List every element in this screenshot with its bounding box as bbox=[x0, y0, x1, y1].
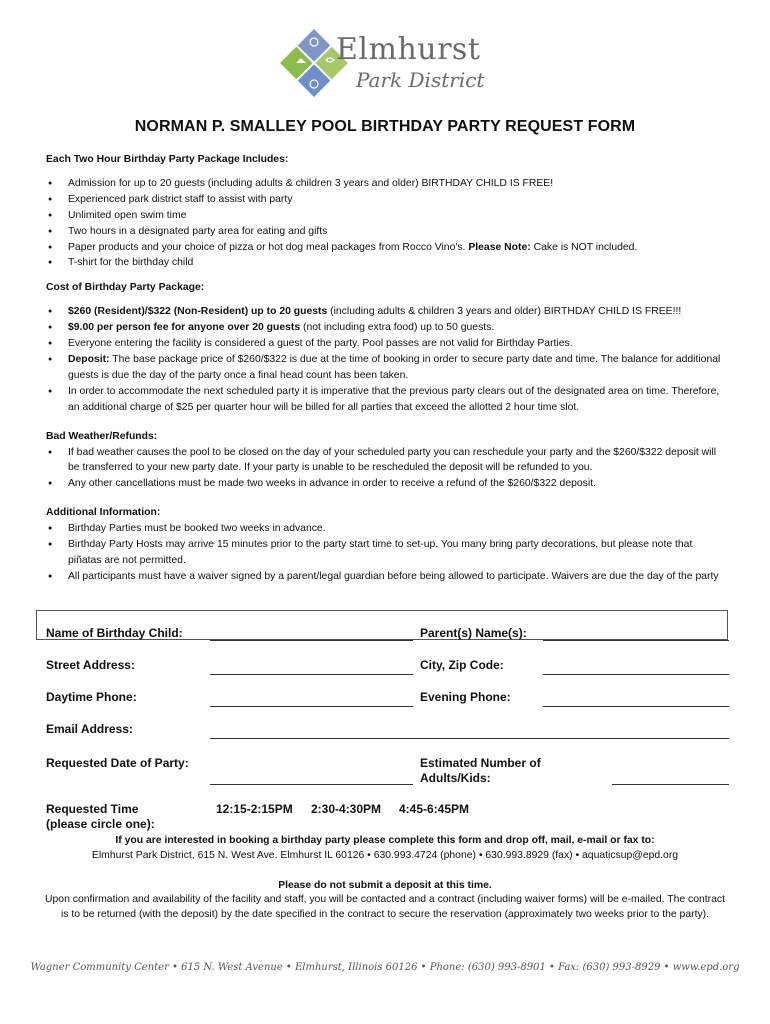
list-item: ● Birthday Parties must be booked two weeks in advance. bbox=[46, 521, 722, 537]
time-option-2[interactable]: 2:30-4:30PM bbox=[311, 802, 382, 816]
list-item: ● Admission for up to 20 guests (including adults & children 3 years and older) BIRTHDAY CHILD IS FREE! bbox=[46, 176, 722, 192]
list-item: ● Experienced park district staff to assist with party bbox=[46, 192, 722, 208]
estimated-number-field[interactable] bbox=[612, 784, 729, 785]
cost-heading: Cost of Birthday Party Package: bbox=[46, 282, 205, 294]
requested-date-field[interactable] bbox=[210, 784, 413, 785]
daytime-phone-field[interactable] bbox=[210, 706, 413, 707]
list-item: ● Two hours in a designated party area for eating and gifts bbox=[46, 224, 722, 240]
logo bbox=[274, 28, 494, 98]
cost-list bbox=[46, 304, 722, 415]
requested-time-label-1: Requested Time bbox=[46, 802, 139, 816]
additional-list bbox=[46, 521, 722, 585]
list-item: ● All participants must have a waiver signed by a parent/legal guardian before being allowed to participate. Waivers are due the day of the party bbox=[46, 569, 722, 585]
email-field[interactable] bbox=[210, 738, 729, 739]
email-label: Email Address: bbox=[46, 722, 133, 736]
list-item: ● Paper products and your choice of pizza or hot dog meal packages from Rocco Vino's. Please Note: Cake is NOT included. bbox=[46, 240, 722, 256]
city-zip-label: City, Zip Code: bbox=[420, 658, 504, 672]
parents-name-label: Parent(s) Name(s): bbox=[420, 626, 527, 640]
child-name-field[interactable] bbox=[210, 640, 413, 641]
weather-list bbox=[46, 445, 722, 493]
includes-list bbox=[46, 176, 722, 271]
logo-name: Elmhurst bbox=[336, 32, 481, 67]
time-option-1[interactable]: 12:15-2:15PM bbox=[216, 802, 293, 816]
daytime-phone-label: Daytime Phone: bbox=[46, 690, 137, 704]
deposit-note: Please do not submit a deposit at this time. bbox=[278, 880, 492, 891]
list-item: ● Everyone entering the facility is considered a guest of the party. Pool passes are not valid for Birthday Parties. bbox=[46, 336, 722, 352]
requested-date-label: Requested Date of Party: bbox=[46, 756, 189, 770]
page-title: NORMAN P. SMALLEY POOL BIRTHDAY PARTY REQUEST FORM bbox=[134, 118, 636, 135]
list-item: ● $9.00 per person fee for anyone over 20 guests (not including extra food) up to 50 guests. bbox=[46, 320, 722, 336]
parents-name-field[interactable] bbox=[543, 640, 729, 641]
includes-heading: Each Two Hour Birthday Party Package Includes: bbox=[46, 154, 289, 165]
instructions-heading: If you are interested in booking a birthday party please complete this form and drop off, mail, e-mail or fax to: bbox=[115, 835, 655, 846]
street-address-field[interactable] bbox=[210, 674, 413, 675]
child-name-label: Name of Birthday Child: bbox=[46, 626, 183, 640]
list-item: ● Any other cancellations must be made two weeks in advance in order to receive a refund of the $260/$322 deposit. bbox=[46, 476, 722, 492]
contact-address: Elmhurst Park District, 615 N. West Ave. Elmhurst IL 60126 • 630.993.4724 (phone) • 630.993.8929 (fax) • aquaticsup@epd.org bbox=[91, 850, 679, 861]
list-item: ● Birthday Party Hosts may arrive 15 minutes prior to the party start time to set-up. You many bring party decorations, but please note that piñatas are not permitted. bbox=[46, 537, 722, 569]
weather-heading: Bad Weather/Refunds: bbox=[46, 430, 158, 442]
footer: Wagner Community Center • 615 N. West Avenue • Elmhurst, Illinois 60126 • Phone: (630) 993-8901 • Fax: (630) 993-8929 • www.epd.org bbox=[30, 962, 740, 973]
requested-time-label-2: (please circle one): bbox=[46, 817, 155, 831]
evening-phone-field[interactable] bbox=[543, 706, 729, 707]
list-item: ● T-shirt for the birthday child bbox=[46, 255, 722, 271]
list-item: ● If bad weather causes the pool to be closed on the day of your scheduled party you can reschedule your party and the $260/$322 deposit will be transferred to your new party date. If your party is unable to be rescheduled the deposit will be refunded to you. bbox=[46, 445, 722, 477]
confirmation-note: Upon confirmation and availability of the facility and staff, you will be contacted and a contract (including waiver forms) will be e-mailed. The contract is to be returned (with the deposit) by the date specified in the contract to secure the reservation (approximately two weeks prior to the party). bbox=[45, 894, 725, 920]
list-item: ● Unlimited open swim time bbox=[46, 208, 722, 224]
estimated-number-label-2: Adults/Kids: bbox=[420, 771, 491, 785]
logo-subtitle: Park District bbox=[356, 68, 485, 92]
estimated-number-label-1: Estimated Number of bbox=[420, 756, 541, 770]
list-item: ● Deposit: The base package price of $260/$322 is due at the time of booking in order to secure party date and time. The balance for additional guests is due the day of the party once a final head count has been taken. bbox=[46, 352, 722, 384]
additional-heading: Additional Information: bbox=[46, 507, 161, 519]
evening-phone-label: Evening Phone: bbox=[420, 690, 511, 704]
list-item: ● $260 (Resident)/$322 (Non-Resident) up to 20 guests (including adults & children 3 years and older) BIRTHDAY CHILD IS FREE!!! bbox=[46, 304, 722, 320]
list-item: ● In order to accommodate the next scheduled party it is imperative that the previous party clears out of the designated area on time. Therefore, an additional charge of $25 per quarter hour will be billed for all parties that exceed the allotted 2 hour time slot. bbox=[46, 384, 722, 416]
street-address-label: Street Address: bbox=[46, 658, 135, 672]
city-zip-field[interactable] bbox=[543, 674, 729, 675]
time-option-3[interactable]: 4:45-6:45PM bbox=[399, 802, 470, 816]
form-info bbox=[46, 152, 722, 585]
